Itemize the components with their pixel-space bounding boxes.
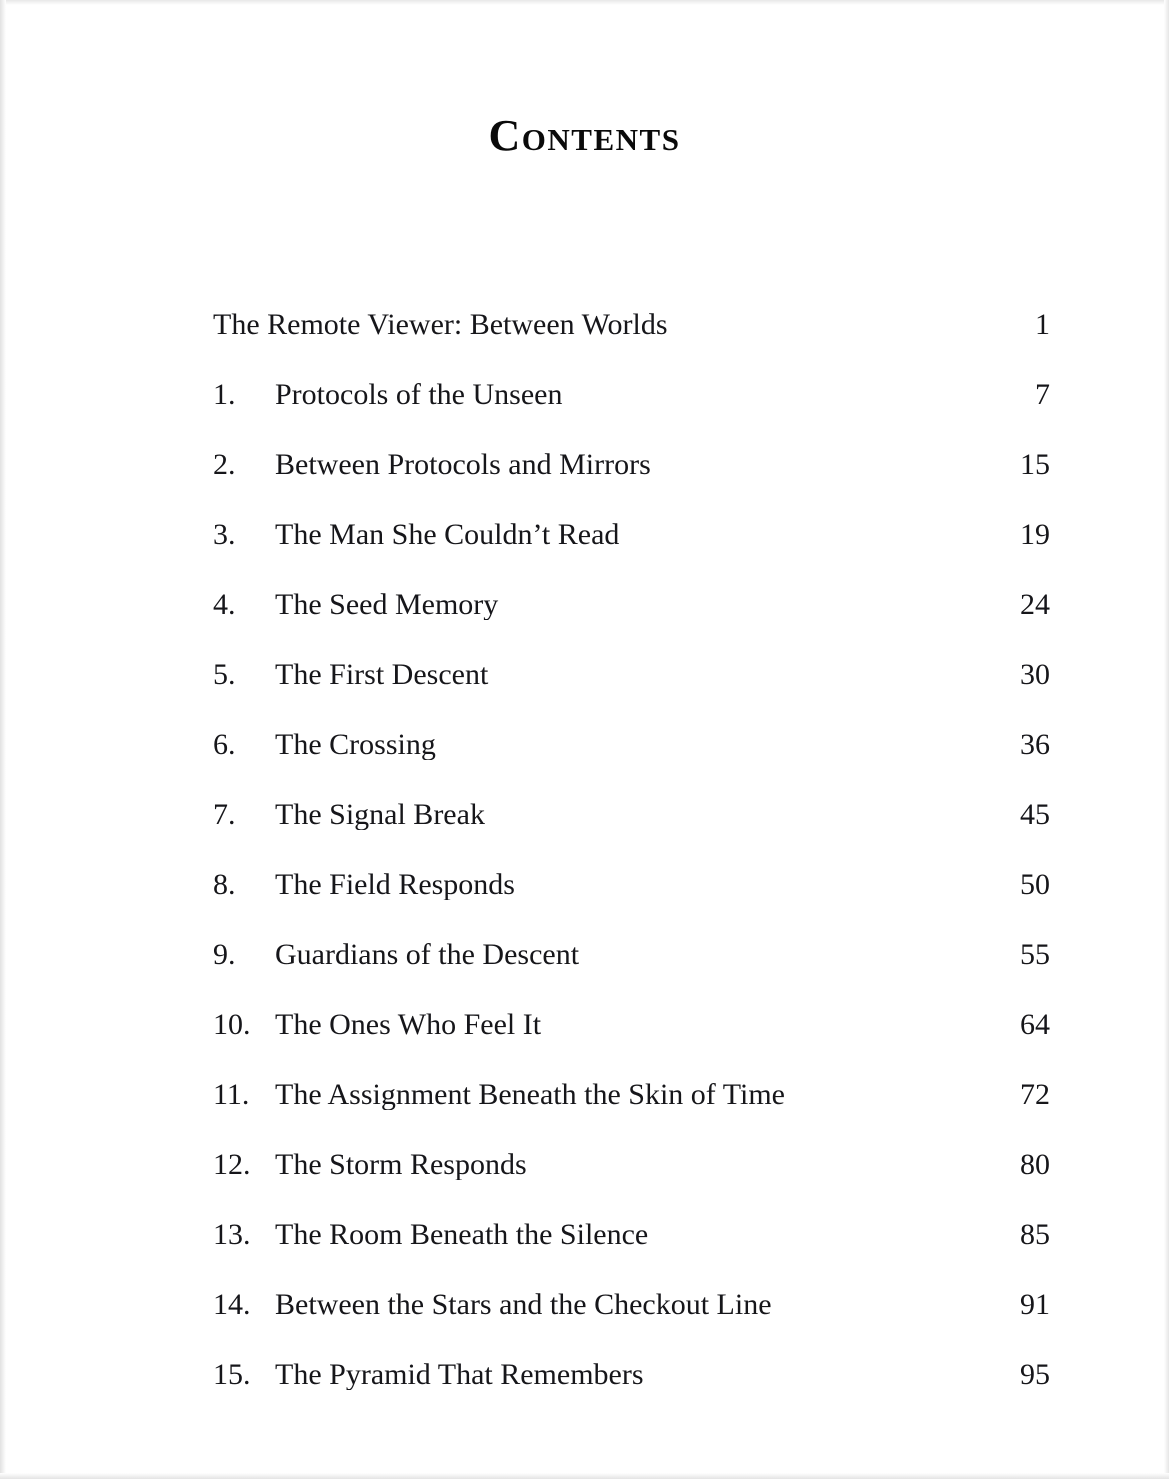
toc-entry-number: 12.	[213, 1148, 251, 1181]
toc-entry-number: 6.	[213, 728, 236, 761]
toc-entry-page-number: 45	[1020, 798, 1050, 831]
toc-entry[interactable]	[213, 310, 1050, 380]
toc-entry[interactable]	[213, 1010, 1050, 1080]
toc-entry[interactable]	[213, 1150, 1050, 1220]
toc-entry-number: 1.	[213, 378, 236, 411]
toc-entry-title: The Seed Memory	[275, 590, 499, 620]
toc-entry-page-number: 64	[1020, 1008, 1050, 1041]
toc-entry-title: The Ones Who Feel It	[275, 1010, 542, 1040]
toc-entry-title: The Field Responds	[275, 870, 515, 900]
toc-entry-title: The Crossing	[275, 730, 436, 760]
toc-entry[interactable]	[213, 1360, 1050, 1430]
toc-entry-page-number: 36	[1020, 728, 1050, 761]
toc-entry-number: 14.	[213, 1288, 251, 1321]
toc-entry-page-number: 50	[1020, 868, 1050, 901]
toc-entry-page-number: 24	[1020, 588, 1050, 621]
page-edge-top	[0, 0, 1169, 5]
toc-entry-title: The First Descent	[275, 660, 489, 690]
toc-entry[interactable]	[213, 590, 1050, 660]
toc-entry-title: The Storm Responds	[275, 1150, 527, 1180]
toc-entry-number: 5.	[213, 658, 236, 691]
toc-entry-title: Between the Stars and the Checkout Line	[275, 1290, 772, 1320]
page-edge-bottom	[0, 1473, 1169, 1479]
toc-entry-number: 8.	[213, 868, 236, 901]
toc-entry-number: 13.	[213, 1218, 251, 1251]
toc-entry-number: 7.	[213, 798, 236, 831]
toc-entry-title: The Signal Break	[275, 800, 485, 830]
toc-entry[interactable]	[213, 520, 1050, 590]
toc-entry[interactable]	[213, 1220, 1050, 1290]
toc-entry-page-number: 91	[1020, 1288, 1050, 1321]
toc-entry[interactable]	[213, 660, 1050, 730]
toc-entry-number: 10.	[213, 1008, 251, 1041]
toc-entry-page-number: 19	[1020, 518, 1050, 551]
page-edge-left	[0, 0, 6, 1479]
toc-entry[interactable]	[213, 380, 1050, 450]
toc-entry-title: Between Protocols and Mirrors	[275, 450, 651, 480]
toc-entry-number: 15.	[213, 1358, 251, 1391]
toc-entry-title: The Assignment Beneath the Skin of Time	[275, 1080, 785, 1110]
toc-entry-title: The Room Beneath the Silence	[275, 1220, 649, 1250]
toc-entry-page-number: 30	[1020, 658, 1050, 691]
table-of-contents-list	[213, 310, 1050, 1430]
toc-entry-title: Protocols of the Unseen	[275, 380, 563, 410]
toc-entry[interactable]	[213, 800, 1050, 870]
toc-entry-title: The Man She Couldn’t Read	[275, 520, 620, 550]
toc-entry-page-number: 72	[1020, 1078, 1050, 1111]
toc-entry-number: 11.	[213, 1078, 250, 1111]
toc-entry-title: Guardians of the Descent	[275, 940, 580, 970]
page-title: Contents	[488, 111, 681, 160]
toc-entry-number: 3.	[213, 518, 236, 551]
toc-entry-number: 9.	[213, 938, 236, 971]
toc-entry[interactable]	[213, 1080, 1050, 1150]
toc-entry-title: The Remote Viewer: Between Worlds	[213, 310, 668, 340]
toc-entry[interactable]	[213, 730, 1050, 800]
toc-entry-number: 2.	[213, 448, 236, 481]
toc-entry[interactable]	[213, 870, 1050, 940]
toc-entry-page-number: 85	[1020, 1218, 1050, 1251]
toc-entry-page-number: 55	[1020, 938, 1050, 971]
toc-entry[interactable]	[213, 450, 1050, 520]
toc-entry-page-number: 1	[1035, 308, 1050, 341]
toc-entry-page-number: 95	[1020, 1358, 1050, 1391]
toc-entry-title: The Pyramid That Remembers	[275, 1360, 644, 1390]
toc-entry[interactable]	[213, 940, 1050, 1010]
toc-entry-number: 4.	[213, 588, 236, 621]
toc-entry-page-number: 80	[1020, 1148, 1050, 1181]
toc-entry-page-number: 7	[1035, 378, 1050, 411]
toc-entry-page-number: 15	[1020, 448, 1050, 481]
toc-entry[interactable]	[213, 1290, 1050, 1360]
page-edge-right	[1164, 0, 1169, 1479]
